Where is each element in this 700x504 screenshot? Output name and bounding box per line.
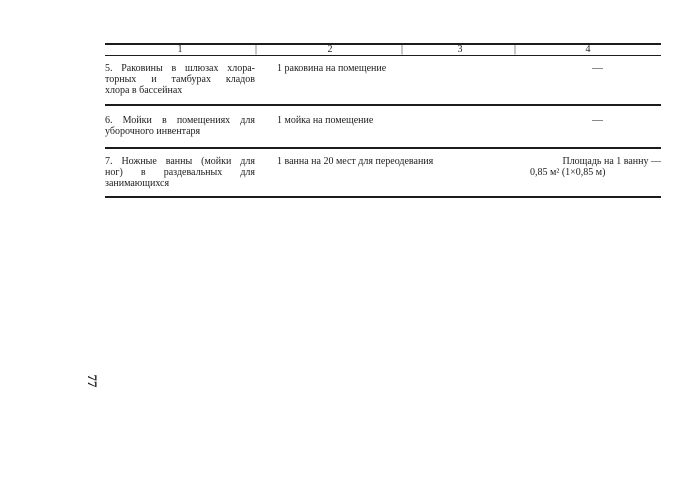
row-name-line: занимающихся bbox=[105, 178, 170, 189]
row-note-line: Площадь на 1 ванну — bbox=[562, 156, 661, 167]
header-separator: | bbox=[254, 44, 257, 55]
column-header-1: 1 bbox=[177, 44, 183, 55]
row-name-line: ног) в раздевальных для bbox=[105, 167, 255, 178]
table-row-7-norm: 1 ванна на 20 мест для переодевания bbox=[277, 156, 434, 167]
table-row-7-note bbox=[515, 156, 661, 178]
table-row-5-norm: 1 раковина на помещение bbox=[277, 63, 387, 74]
row-name-line: 7. Ножные ванны (мойки для bbox=[105, 156, 255, 167]
column-header-3: 3 bbox=[457, 44, 463, 55]
table-header-rule bbox=[105, 55, 661, 56]
header-separator: | bbox=[400, 44, 403, 55]
page-number: 77 bbox=[85, 374, 100, 388]
table-row-6-norm: 1 мойка на помещение bbox=[277, 115, 374, 126]
table-row-7-name bbox=[105, 156, 255, 189]
row-name-line: хлора в бассейнах bbox=[105, 85, 183, 96]
table-bottom-rule bbox=[105, 196, 661, 198]
row-name-line: уборочного инвентаря bbox=[105, 126, 201, 137]
header-separator: | bbox=[513, 44, 516, 55]
column-header-4: 4 bbox=[585, 44, 591, 55]
row-name-line: торных и тамбурах кладов bbox=[105, 74, 255, 85]
row-divider bbox=[105, 104, 661, 106]
row-name-line: 6. Мойки в помещениях для bbox=[105, 115, 255, 126]
table-row-6-name bbox=[105, 115, 255, 137]
row-name-line: 5. Раковины в шлюзах хлора- bbox=[105, 63, 255, 74]
table-row-5-dash: — bbox=[592, 62, 603, 74]
table-row-6-dash: — bbox=[592, 114, 603, 126]
table-row-5-name bbox=[105, 63, 255, 96]
row-divider bbox=[105, 147, 661, 149]
column-header-2: 2 bbox=[327, 44, 333, 55]
row-note-line: 0,85 м² (1×0,85 м) bbox=[530, 167, 606, 178]
